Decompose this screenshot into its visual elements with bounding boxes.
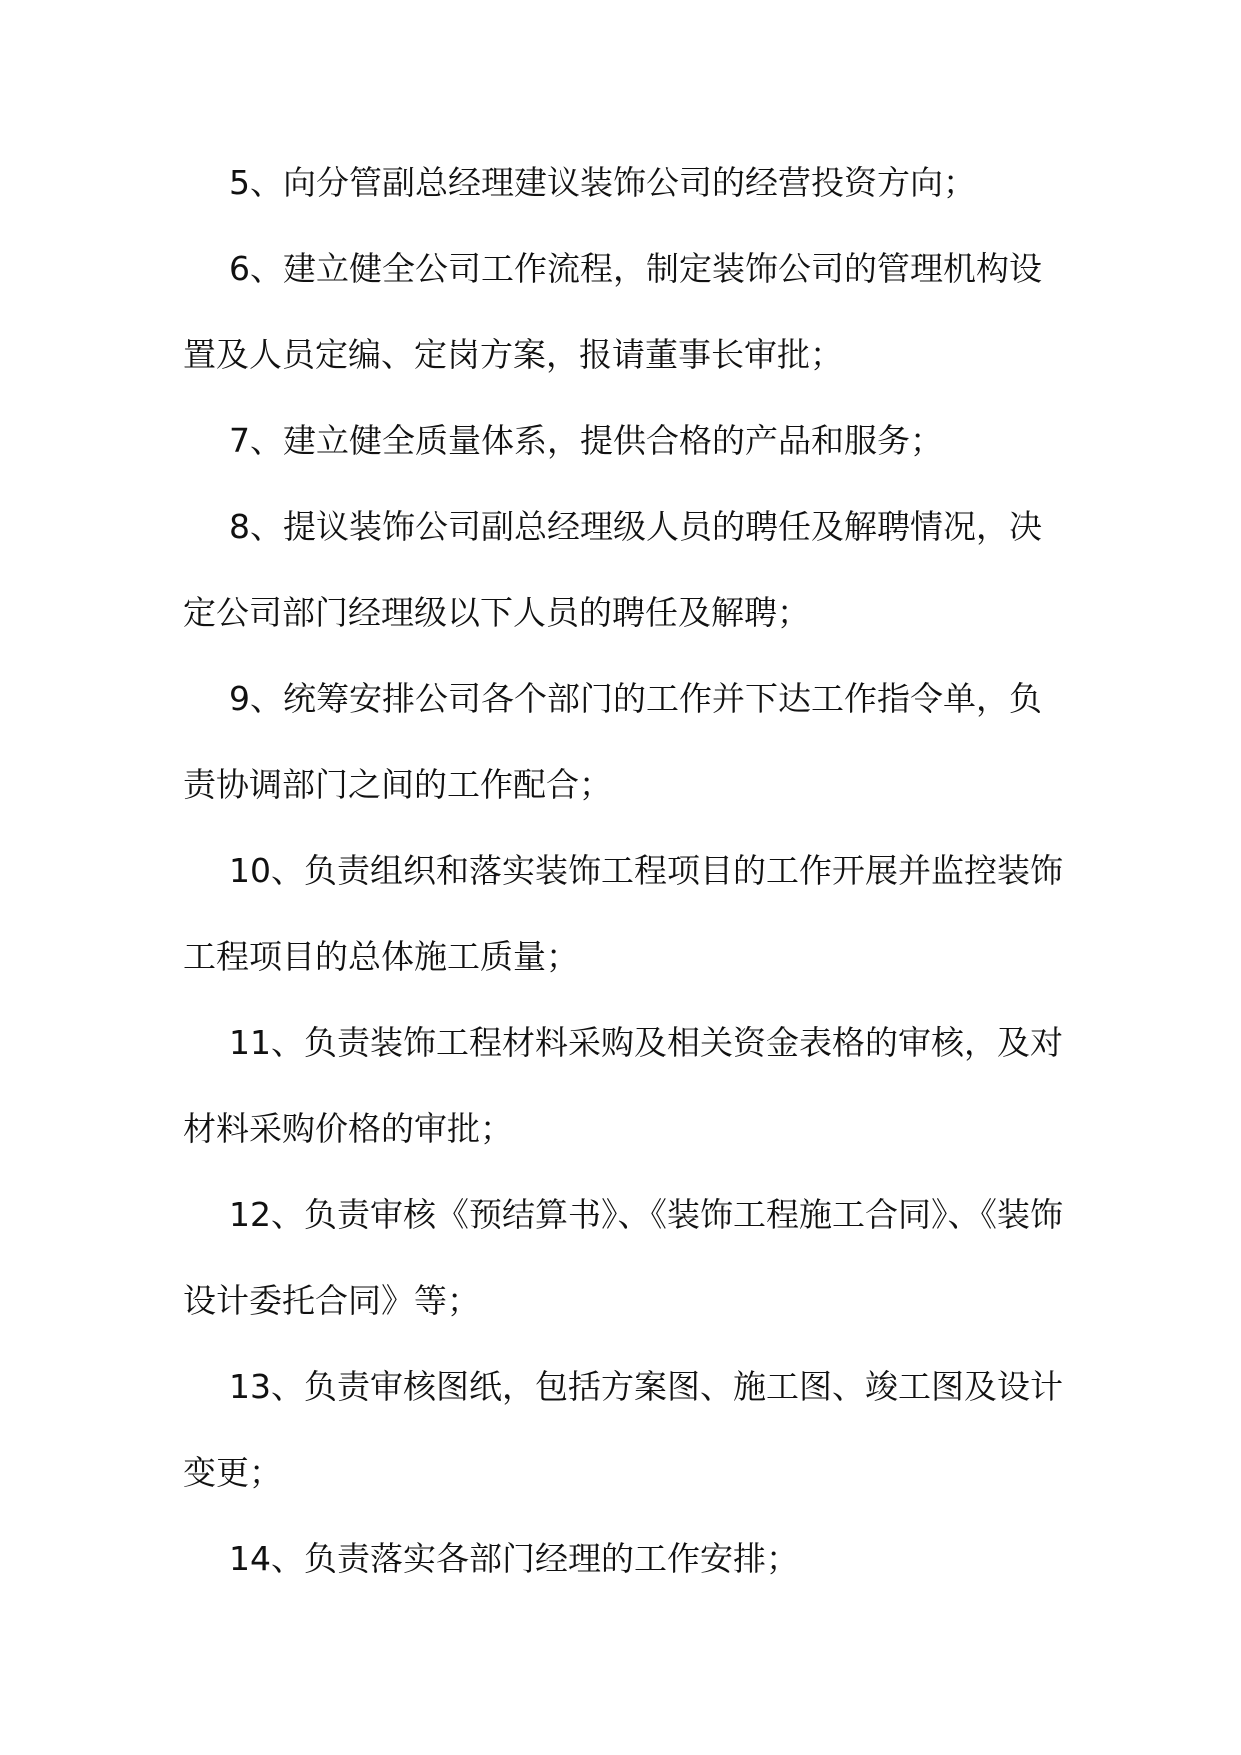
item-13-line-1: 13、负责审核图纸，包括方案图、施工图、竣工图及设计 xyxy=(229,1367,1063,1406)
item-13-line-2: 变更； xyxy=(183,1453,282,1492)
item-11-line-1: 11、负责装饰工程材料采购及相关资金表格的审核，及对 xyxy=(229,1023,1063,1062)
item-7-line-1: 7、建立健全质量体系，提供合格的产品和服务； xyxy=(229,421,943,460)
item-10-line-2: 工程项目的总体施工质量； xyxy=(183,937,579,976)
item-6-line-2: 置及人员定编、定岗方案，报请董事长审批； xyxy=(183,335,843,374)
item-8-line-2: 定公司部门经理级以下人员的聘任及解聘； xyxy=(183,593,810,632)
item-8-line-1: 8、提议装饰公司副总经理级人员的聘任及解聘情况，决 xyxy=(229,507,1042,546)
item-14-line-1: 14、负责落实各部门经理的工作安排； xyxy=(229,1539,799,1578)
document-body xyxy=(183,140,1063,1602)
item-9-line-2: 责协调部门之间的工作配合； xyxy=(183,765,612,804)
item-9-line-1: 9、统筹安排公司各个部门的工作并下达工作指令单，负 xyxy=(229,679,1042,718)
item-12-line-2: 设计委托合同》等； xyxy=(183,1281,480,1320)
item-10-line-1: 10、负责组织和落实装饰工程项目的工作开展并监控装饰 xyxy=(229,851,1063,890)
item-6-line-1: 6、建立健全公司工作流程，制定装饰公司的管理机构设 xyxy=(229,249,1042,288)
item-11-line-2: 材料采购价格的审批； xyxy=(183,1109,513,1148)
item-12-line-1: 12、负责审核《预结算书》、《装饰工程施工合同》、《装饰 xyxy=(229,1195,1063,1234)
item-5-line-1: 5、向分管副总经理建议装饰公司的经营投资方向； xyxy=(229,163,976,202)
